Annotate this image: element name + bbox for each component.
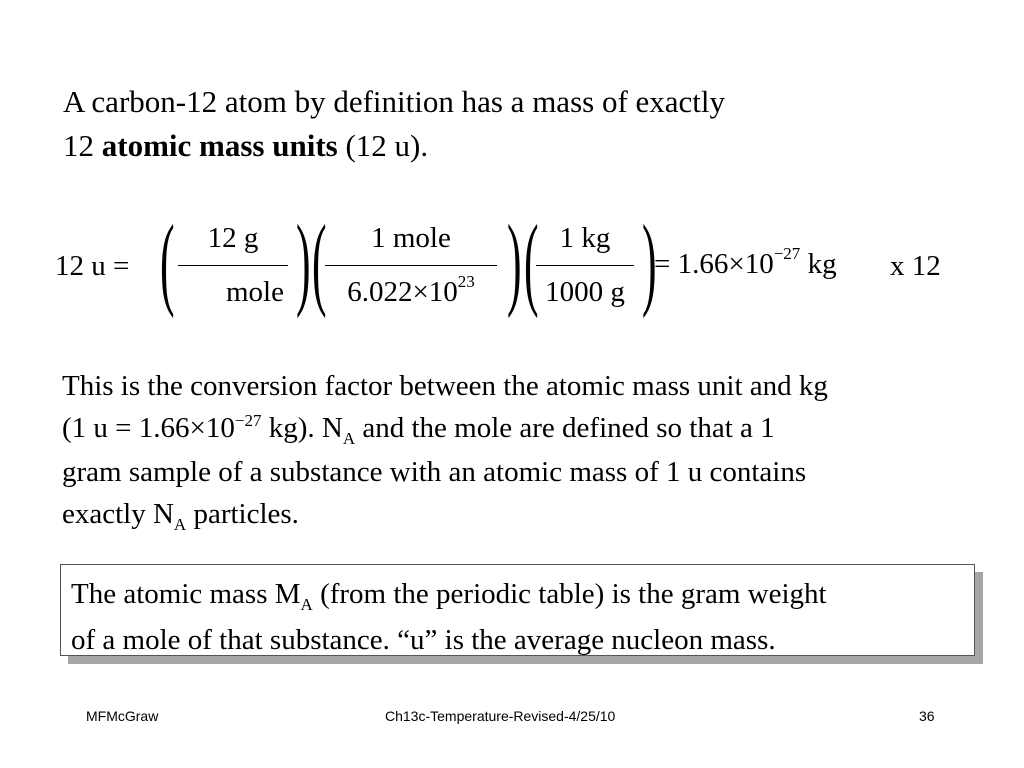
para-l4-subscript: A <box>173 514 187 534</box>
fraction-2 <box>325 210 497 310</box>
conversion-equation <box>0 204 1024 320</box>
footer-page-number: 36 <box>919 708 935 724</box>
fraction-1-denominator: mole <box>226 276 284 308</box>
note-a: The atomic mass M <box>71 578 301 610</box>
fraction-2-den-base: 6.022×10 <box>347 276 458 308</box>
left-paren-1: ( <box>160 204 175 319</box>
para-line-4 <box>62 494 982 539</box>
times-twelve: x 12 <box>890 250 941 282</box>
note-line-1 <box>71 573 971 619</box>
note-text <box>71 573 971 661</box>
fraction-3-denominator: 1000 g <box>545 276 625 308</box>
fraction-1-numerator: 12 g <box>207 222 259 254</box>
note-subscript: A <box>300 595 313 614</box>
right-paren-2: ) <box>507 204 522 319</box>
para-l4-a: exactly N <box>62 497 174 530</box>
note-line-2: of a mole of that substance. “u” is the average nucleon mass. <box>71 624 776 656</box>
fraction-3 <box>536 210 634 310</box>
equation-rhs <box>654 244 837 281</box>
para-line-2 <box>62 408 982 453</box>
fraction-2-numerator: 1 mole <box>371 222 451 254</box>
para-l2-c: and the mole are defined so that a 1 <box>355 411 775 444</box>
rhs-unit: kg <box>800 248 837 280</box>
fraction-1-bar <box>178 265 288 266</box>
left-paren-2: ( <box>312 204 327 319</box>
rhs-base: = 1.66×10 <box>654 248 774 280</box>
fraction-2-bar <box>325 265 497 266</box>
intro-line-2-suffix: (12 u). <box>337 128 429 163</box>
fraction-2-den-exponent: 23 <box>457 272 475 291</box>
footer-author: MFMcGraw <box>86 708 159 724</box>
right-paren-1: ) <box>296 204 311 319</box>
fraction-3-numerator: 1 kg <box>559 222 611 254</box>
note-b: (from the periodic table) is the gram weight <box>312 578 827 610</box>
para-l2-b: kg). N <box>261 411 343 444</box>
para-l2-subscript: A <box>342 428 356 448</box>
intro-line-2-bold: atomic mass units <box>101 128 338 163</box>
intro-text <box>63 80 963 168</box>
left-paren-3: ( <box>524 204 539 319</box>
fraction-2-denominator <box>325 272 497 309</box>
footer-title: Ch13c-Temperature-Revised-4/25/10 <box>385 708 616 724</box>
right-paren-3: ) <box>642 204 657 319</box>
para-line-1: This is the conversion factor between the atomic mass unit and kg <box>62 370 828 402</box>
intro-line-1: A carbon-12 atom by definition has a mass of exactly <box>63 84 726 119</box>
equation-lhs: 12 u = <box>55 250 130 282</box>
explanation-paragraph <box>62 366 982 538</box>
para-l2-exponent: −27 <box>234 410 262 430</box>
fraction-3-bar <box>536 265 634 266</box>
para-l2-a: (1 u = 1.66×10 <box>62 411 235 444</box>
intro-line-2-prefix: 12 <box>63 128 102 163</box>
rhs-exponent: −27 <box>773 244 801 263</box>
para-l4-b: particles. <box>186 497 299 530</box>
note-box <box>60 564 975 656</box>
para-line-3: gram sample of a substance with an atomic mass of 1 u contains <box>62 456 807 488</box>
intro-line-2 <box>63 124 963 168</box>
fraction-1 <box>178 210 288 310</box>
